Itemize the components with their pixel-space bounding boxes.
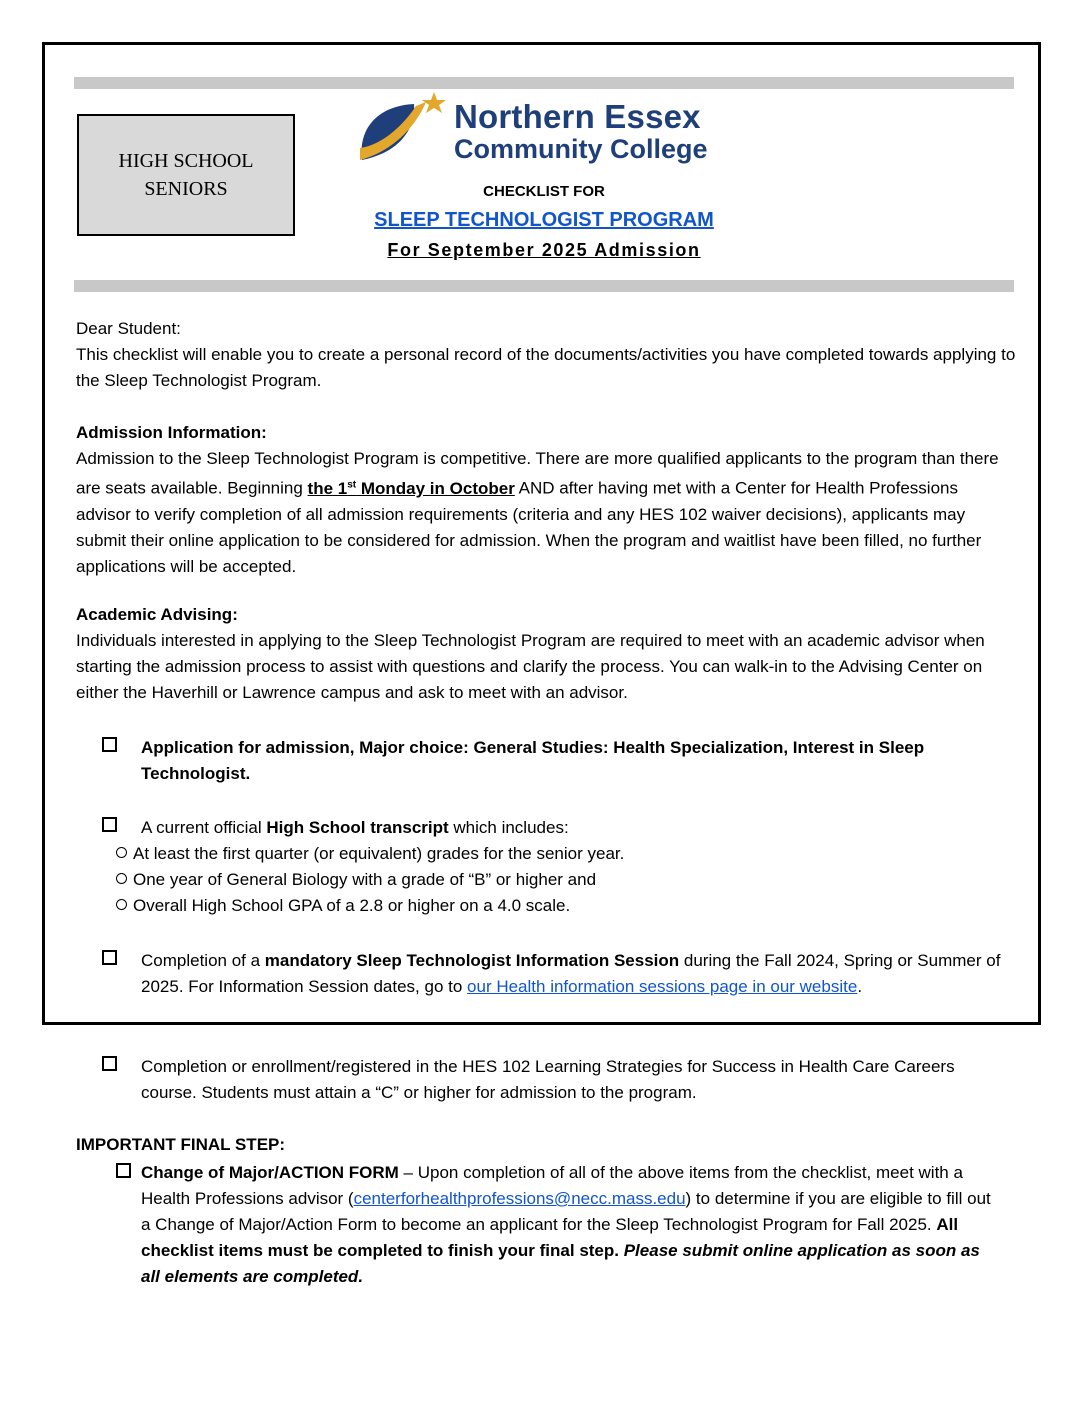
- item-transcript: A current official High School transcript which includes:: [141, 818, 569, 837]
- admission-info-section: [76, 420, 1016, 580]
- admission-date: the 1st Monday in October: [307, 478, 515, 498]
- bullet-icon: [116, 899, 127, 910]
- item-info-session: Completion of a mandatory Sleep Technologist Information Session during the Fall 2024, Spring or Summer of 2025. For Information Session dates, go to our Health information sessions page in our website.: [141, 951, 1001, 996]
- checkbox-application[interactable]: [102, 737, 117, 752]
- item-application: Application for admission, Major choice: General Studies: Health Specialization, Interest in Sleep Technologist.: [141, 738, 925, 783]
- college-logo: [356, 90, 736, 170]
- transcript-requirement: One year of General Biology with a grade of “B” or higher and: [116, 867, 596, 893]
- transcript-requirement: At least the first quarter (or equivalent) grades for the senior year.: [116, 841, 624, 867]
- item-change-of-major: Change of Major/ACTION FORM – Upon completion of all of the above items from the checklist, meet with a Health Professions advisor (centerforhealthprofessions@necc.mass.edu) to determine if you are eligible to fill out a Change of Major/Action Form to become an applicant for the Sleep Technologist Program for Fall 2025. All checklist items must be completed to finish your final step. Please submit online application as soon as all elements are completed.: [141, 1163, 991, 1286]
- item-hes102: Completion or enrollment/registered in the HES 102 Learning Strategies for Success in Health Care Careers course. Students must attain a “C” or higher for admission to the program.: [141, 1057, 955, 1102]
- checkbox-hes102[interactable]: [102, 1056, 117, 1071]
- program-title: [0, 209, 1088, 232]
- admission-info-text: Admission to the Sleep Technologist Program is competitive. There are more qualified applicants to the program than there are seats available. Beginning the 1st Monday in October AND after having met with a Center for Health Professions advisor to verify completion of all admission requirements (criteria and any HES 102 waiver decisions), applicants may submit their online application to be considered for admission. When the program and waitlist have been filled, no further applications will be accepted.: [76, 449, 999, 576]
- bullet-icon: [116, 847, 127, 858]
- header-divider: [74, 280, 1014, 292]
- checkbox-change-of-major[interactable]: [116, 1163, 131, 1178]
- logo-title: Northern Essex: [454, 98, 701, 135]
- admission-term: For September 2025 Admission: [387, 240, 701, 260]
- info-sessions-link[interactable]: our Health information sessions page in our website: [467, 977, 858, 996]
- intro-text: This checklist will enable you to create a personal record of the documents/activities you have completed towards applying to the Sleep Technologist Program.: [76, 345, 1016, 390]
- logo-subtitle: Community College: [454, 134, 708, 164]
- badge-line2: SENIORS: [144, 178, 228, 200]
- admission-info-heading: Admission Information:: [76, 423, 267, 442]
- advising-section: [76, 602, 1016, 706]
- checkbox-info-session[interactable]: [102, 950, 117, 965]
- bullet-icon: [116, 873, 127, 884]
- advisor-email-link[interactable]: centerforhealthprofessions@necc.mass.edu: [353, 1189, 686, 1208]
- badge-line1: HIGH SCHOOL: [118, 150, 254, 172]
- logo-emblem-icon: [356, 90, 448, 168]
- advising-heading: Academic Advising:: [76, 605, 238, 624]
- transcript-requirement: Overall High School GPA of a 2.8 or higher on a 4.0 scale.: [116, 893, 570, 919]
- advising-text: Individuals interested in applying to the Sleep Technologist Program are required to meet with an academic advisor when starting the admission process to assist with questions and clarify the process. You can walk-in to the Advising Center on either the Haverhill or Lawrence campus and ask to meet with an advisor.: [76, 631, 985, 702]
- greeting: Dear Student:: [76, 319, 181, 338]
- checklist-heading: CHECKLIST FOR: [483, 183, 605, 200]
- top-divider: [74, 77, 1014, 89]
- final-step-heading: IMPORTANT FINAL STEP:: [76, 1135, 286, 1154]
- intro-section: [76, 316, 1016, 394]
- program-link[interactable]: SLEEP TECHNOLOGIST PROGRAM: [374, 209, 714, 231]
- checkbox-transcript[interactable]: [102, 817, 117, 832]
